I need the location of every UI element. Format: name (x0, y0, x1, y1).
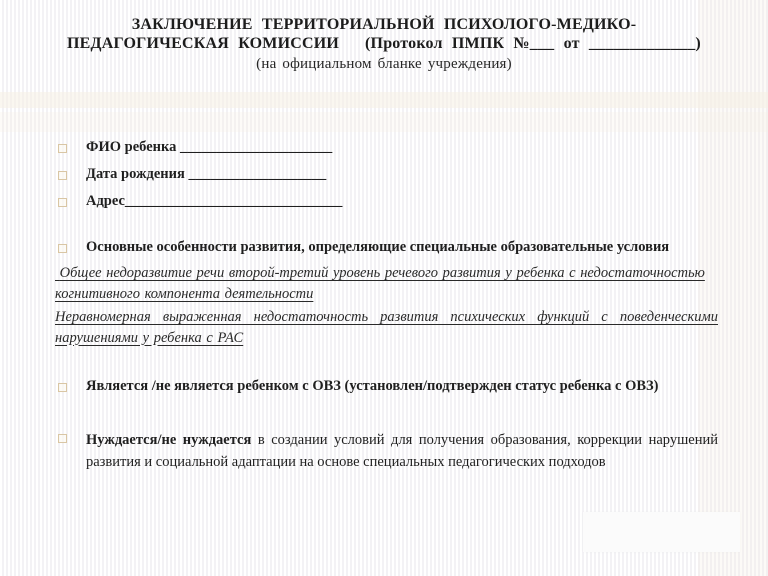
diagnosis-2-line-1: Неравномерная выраженная недостаточность развития психических функций с поведенческими (55, 309, 718, 325)
diagnosis-2 (55, 307, 718, 348)
diagnosis-1-line-1: Общее недоразвитие речи второй-третий уровень речевого развития у ребенка с недостаточностью (55, 265, 705, 281)
field-row-birth-date (55, 166, 326, 183)
square-bullet-icon (58, 434, 67, 443)
diagnosis-1-line-2: когнитивного компонента деятельности (55, 285, 314, 302)
title-line-2-left: ПЕДАГОГИЧЕСКАЯ КОМИССИИ (67, 34, 340, 52)
diagnosis-2-line-2: нарушениями у ребенка с РАС (55, 329, 244, 346)
needs-rest: в создании условий для получения образования, коррекции нарушений развития и социальной адаптации на основе специальных педагогических подходов (86, 432, 718, 470)
cream-band-top (0, 92, 768, 108)
square-bullet-icon (58, 144, 67, 153)
child-name-field: ФИО ребенка _____________________ (86, 139, 333, 155)
field-row-child-name (55, 139, 332, 156)
square-bullet-icon (58, 383, 67, 392)
ovz-status-row (55, 378, 659, 395)
diagnosis-1 (55, 263, 718, 304)
needs-row (55, 429, 718, 473)
development-heading-row (55, 239, 669, 256)
bottom-right-box (583, 512, 740, 552)
needs-text (86, 429, 718, 473)
square-bullet-icon (58, 171, 67, 180)
square-bullet-icon (58, 244, 67, 253)
development-heading: Основные особенности развития, определяющие специальные образовательные условия (86, 239, 670, 255)
needs-bold-lead: Нуждается/не нуждается (86, 432, 252, 448)
protocol-number-blank: (Протокол ПМПК №___ от _____________) (365, 34, 701, 52)
document-title (30, 16, 738, 74)
title-line-2 (30, 35, 738, 54)
ovz-status-text: Является /не является ребенком с ОВЗ (установлен/подтвержден статус ребенка с ОВЗ) (86, 378, 659, 394)
title-line-1: ЗАКЛЮЧЕНИЕ ТЕРРИТОРИАЛЬНОЙ ПСИХОЛОГО-МЕДИКО- (131, 16, 637, 33)
title-subtitle: (на официальном бланке учреждения) (256, 56, 512, 72)
square-bullet-icon (58, 198, 67, 207)
birth-date-field: Дата рождения ___________________ (86, 166, 327, 182)
field-row-address (55, 193, 342, 210)
address-field: Адрес______________________________ (86, 193, 343, 209)
cream-band-top-2 (0, 112, 768, 132)
